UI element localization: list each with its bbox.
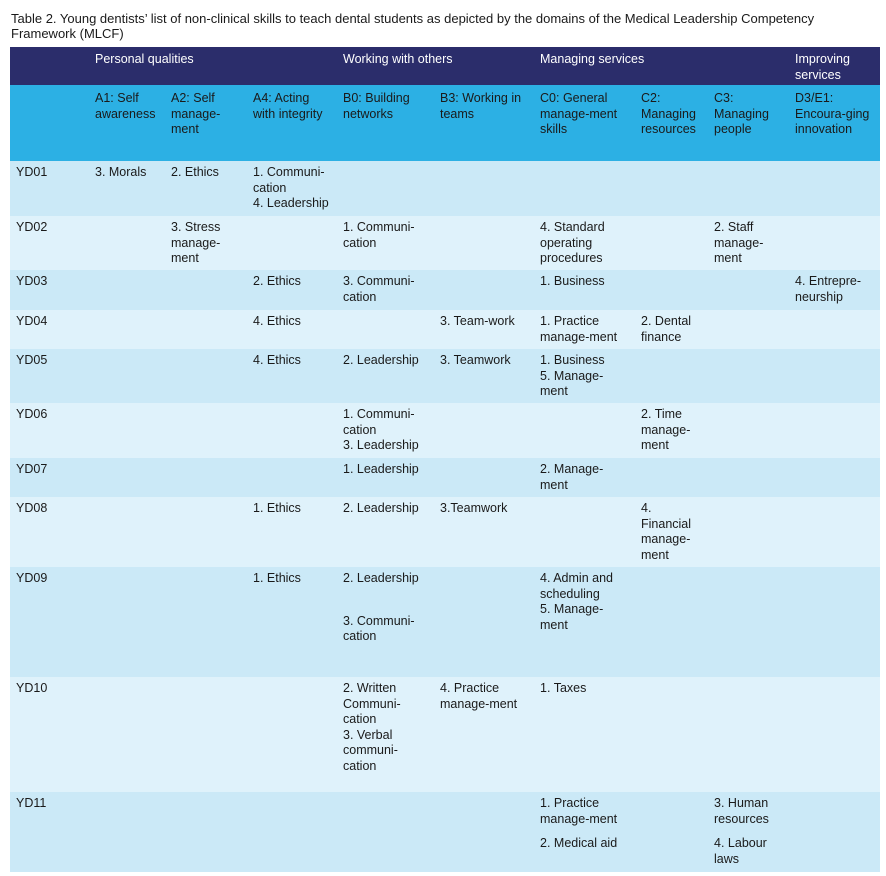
cell-c0 [534,270,635,310]
table-row [10,270,880,310]
skill-entry: 2. Ethics [253,274,301,288]
domain-improving-services: Improving services [789,47,880,85]
cell-b3 [434,792,534,872]
cell-c2 [635,216,708,270]
row-id: YD03 [10,270,89,310]
corner-cell [10,85,89,161]
skill-entry: 2. Leadership [343,571,419,585]
skill-entry: 4. Labour laws [714,836,767,866]
cell-b0 [337,792,434,872]
skill-entry: 1. Leadership [343,462,419,476]
cell-c3 [708,270,789,310]
cell-b0 [337,216,434,270]
cell-a2 [165,270,247,310]
table-row [10,458,880,497]
skill-entry: 1. Communi-cation [343,220,415,250]
cell-a1 [89,458,165,497]
cell-a2 [165,677,247,792]
table-row [10,403,880,458]
skill-entry: 2. Manage-ment [540,462,604,492]
cell-b3 [434,270,534,310]
col-header-a4: A4: Acting with integrity [247,85,337,161]
skill-entry: 4. Practice manage-ment [440,681,518,711]
cell-b3 [434,458,534,497]
row-id: YD02 [10,216,89,270]
cell-c2 [635,677,708,792]
cell-c0 [534,403,635,458]
cell-c0 [534,677,635,792]
cell-a2 [165,216,247,270]
cell-a4 [247,567,337,677]
corner-cell [10,47,89,85]
skill-entry: 4. Ethics [253,314,301,328]
cell-b3 [434,497,534,567]
cell-c3 [708,349,789,403]
skill-entry: 1. Communi-cation [253,165,325,195]
domain-working-with-others: Working with others [337,47,534,85]
cell-a4 [247,677,337,792]
cell-c2 [635,497,708,567]
cell-a1 [89,497,165,567]
row-id: YD01 [10,161,89,216]
cell-c3 [708,458,789,497]
cell-a2 [165,792,247,872]
cell-a4 [247,349,337,403]
table-row [10,677,880,792]
cell-a2 [165,567,247,677]
row-id: YD05 [10,349,89,403]
table-caption: Table 2. Young dentists’ list of non-clinical skills to teach dental students as depicted by the domains of the Medical Leadership Competency Framework (MLCF) [11,11,815,41]
cell-a4 [247,270,337,310]
cell-c2 [635,161,708,216]
skill-entry: 4. Ethics [253,353,301,367]
cell-c2 [635,567,708,677]
cell-d3 [789,270,880,310]
cell-c0 [534,792,635,872]
cell-b0 [337,349,434,403]
cell-a4 [247,310,337,349]
cell-a1 [89,310,165,349]
cell-c0 [534,216,635,270]
cell-a1 [89,567,165,677]
cell-c3 [708,216,789,270]
cell-a2 [165,458,247,497]
cell-c0 [534,497,635,567]
skill-entry: 4. Financial manage-ment [641,501,692,562]
skill-entry: 2. Medical aid [540,836,618,850]
table-row [10,792,880,872]
col-header-d3e1: D3/E1: Encoura-ging innovation [789,85,880,161]
skill-entry: 1. Taxes [540,681,587,695]
cell-c0 [534,161,635,216]
table-row [10,567,880,677]
skill-entry: 2. Dental finance [641,314,692,344]
skill-entry: 1. Ethics [253,501,301,515]
skill-entry: 4. Leadership [253,196,329,210]
cell-a4 [247,161,337,216]
skill-entry: 1. Business [540,274,605,288]
cell-d3 [789,403,880,458]
cell-d3 [789,310,880,349]
cell-a1 [89,161,165,216]
cell-a4 [247,216,337,270]
skill-entry: 3. Verbal communi-cation [343,727,398,773]
cell-b0 [337,567,434,677]
cell-a4 [247,458,337,497]
cell-c2 [635,270,708,310]
cell-c3 [708,403,789,458]
skill-entry: 2. Leadership [343,501,419,515]
cell-b3 [434,349,534,403]
table-row [10,349,880,403]
skill-entry: 2. Time manage-ment [641,407,691,452]
cell-a2 [165,403,247,458]
cell-a4 [247,403,337,458]
skill-entry: 3. Human resources [714,796,769,826]
cell-b0 [337,458,434,497]
table-body [10,161,880,872]
cell-b3 [434,677,534,792]
skill-entry: 3.Teamwork [440,501,508,515]
skill-entry: 3. Communi-cation [343,613,415,643]
cell-c3 [708,567,789,677]
row-id: YD06 [10,403,89,458]
cell-a1 [89,792,165,872]
cell-c0 [534,458,635,497]
skill-entry: 1. Business [540,353,605,367]
cell-b3 [434,310,534,349]
skill-entry: 2. Staff manage-ment [714,220,764,265]
cell-c0 [534,567,635,677]
cell-a1 [89,270,165,310]
cell-b3 [434,403,534,458]
cell-d3 [789,349,880,403]
table-row [10,161,880,216]
cell-c2 [635,310,708,349]
col-header-c2: C2: Managing resources [635,85,708,161]
skill-entry: 5. Manage-ment [540,602,604,632]
cell-c3 [708,161,789,216]
cell-c2 [635,349,708,403]
col-header-b3: B3: Working in teams [434,85,534,161]
skill-entry: 3. Communi-cation [343,274,415,304]
cell-b0 [337,310,434,349]
skill-entry: 1. Ethics [253,571,301,585]
cell-c2 [635,458,708,497]
skill-entry: 2. Written Communi-cation [343,681,401,726]
col-header-c0: C0: General manage-ment skills [534,85,635,161]
cell-a2 [165,497,247,567]
skill-entry: 2. Leadership [343,353,419,367]
skill-entry: 1. Communi-cation [343,407,415,437]
cell-c3 [708,792,789,872]
cell-a2 [165,349,247,403]
cell-a1 [89,216,165,270]
cell-d3 [789,161,880,216]
row-id: YD10 [10,677,89,792]
cell-c0 [534,349,635,403]
skill-entry: 1. Practice manage-ment [540,314,618,344]
skill-entry: 3. Leadership [343,438,419,452]
cell-b0 [337,403,434,458]
row-id: YD04 [10,310,89,349]
domain-header-row [10,47,880,85]
col-header-b0: B0: Building networks [337,85,434,161]
skill-entry: 2. Ethics [171,165,219,179]
row-id: YD09 [10,567,89,677]
skill-entry: 4. Entrepre-neurship [795,274,862,304]
cell-d3 [789,792,880,872]
col-header-a2: A2: Self manage-ment [165,85,247,161]
col-header-c3: C3: Managing people [708,85,789,161]
cell-a4 [247,497,337,567]
cell-c2 [635,403,708,458]
domain-personal-qualities: Personal qualities [89,47,337,85]
skills-table [10,47,880,872]
cell-a1 [89,349,165,403]
skill-entry: 4. Admin and scheduling [540,571,613,601]
row-id: YD11 [10,792,89,872]
competency-header-row [10,85,880,161]
table-row [10,497,880,567]
cell-b0 [337,497,434,567]
cell-a2 [165,161,247,216]
domain-managing-services: Managing services [534,47,789,85]
skill-entry: 3. Morals [95,165,147,179]
cell-b3 [434,216,534,270]
cell-b3 [434,567,534,677]
row-id: YD07 [10,458,89,497]
skill-entry: 3. Stress manage-ment [171,220,221,265]
cell-a1 [89,677,165,792]
cell-d3 [789,677,880,792]
skill-entry: 3. Team-work [440,314,515,328]
cell-b0 [337,161,434,216]
cell-a4 [247,792,337,872]
cell-a1 [89,403,165,458]
cell-d3 [789,216,880,270]
cell-c3 [708,677,789,792]
cell-b3 [434,161,534,216]
cell-b0 [337,270,434,310]
cell-a2 [165,310,247,349]
cell-c0 [534,310,635,349]
cell-d3 [789,497,880,567]
table-row [10,216,880,270]
cell-c3 [708,497,789,567]
skill-entry: 3. Teamwork [440,353,511,367]
cell-c3 [708,310,789,349]
col-header-a1: A1: Self awareness [89,85,165,161]
skill-entry: 4. Standard operating procedures [540,220,605,265]
skill-entry: 1. Practice manage-ment [540,796,618,826]
cell-c2 [635,792,708,872]
cell-d3 [789,567,880,677]
row-id: YD08 [10,497,89,567]
cell-d3 [789,458,880,497]
cell-b0 [337,677,434,792]
table-row [10,310,880,349]
skill-entry: 5. Manage-ment [540,368,604,398]
